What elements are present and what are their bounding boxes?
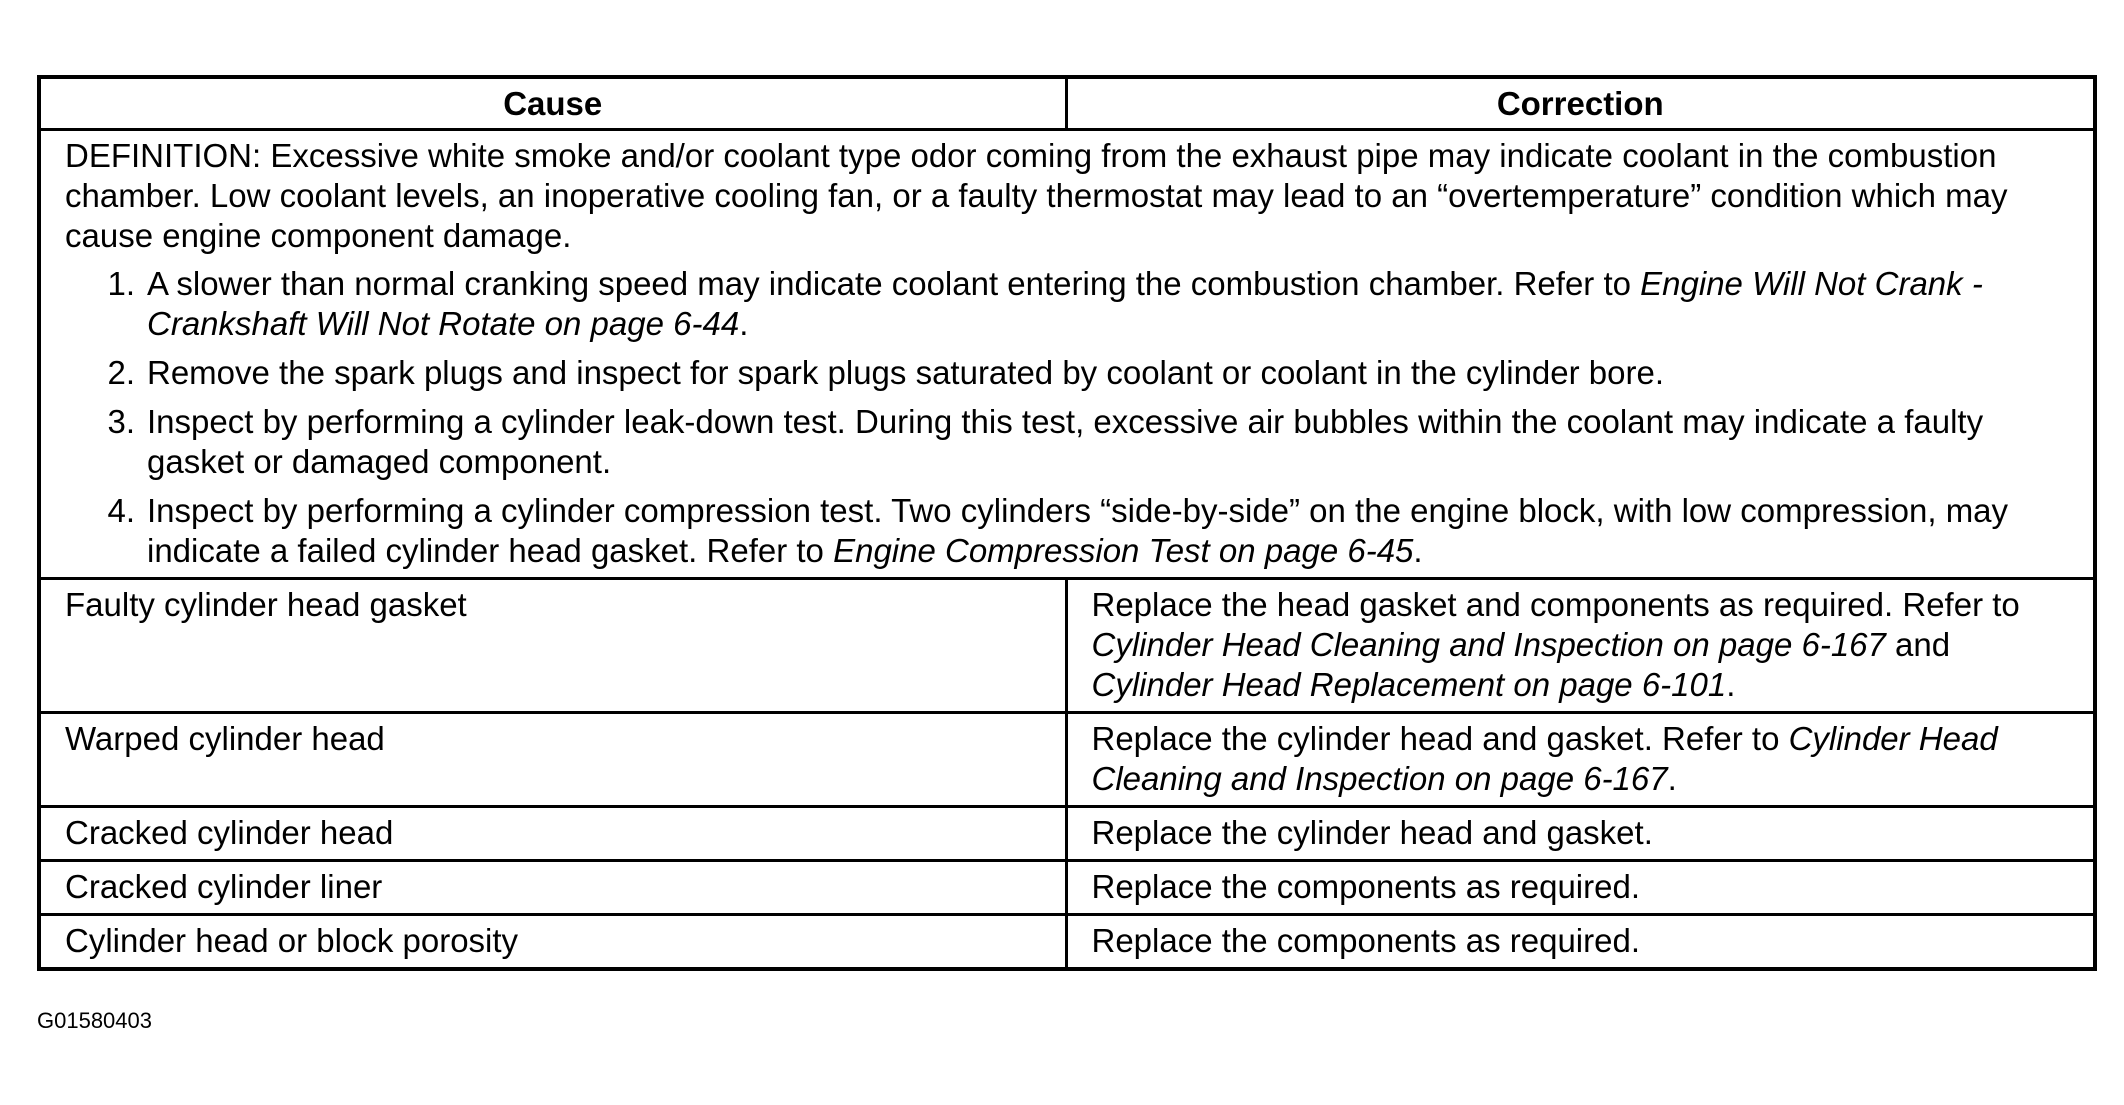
step-text-end: . <box>739 305 749 342</box>
definition-row <box>39 130 2095 579</box>
correction-cell: Replace the components as required. <box>1066 915 2095 970</box>
correction-text-mid: and <box>1885 626 1951 663</box>
table-row <box>39 579 2095 713</box>
step-text-end: . <box>1413 532 1423 569</box>
step-number: 4. <box>107 492 135 529</box>
step-body <box>147 264 2073 344</box>
figure-id: G01580403 <box>37 1008 152 1033</box>
table-row <box>39 915 2095 970</box>
step-number: 3. <box>107 403 135 440</box>
header-cause: Cause <box>39 77 1066 130</box>
table-row <box>39 861 2095 915</box>
step-item <box>65 264 2073 344</box>
definition-text: DEFINITION: Excessive white smoke and/or coolant type odor coming from the exhaust pipe may indicate coolant in the combustion chamber. Low coolant levels, an inoperative cooling fan, or a faulty thermostat may lead to an “overtemperature” condition which may cause engine component damage. <box>65 137 2008 254</box>
correction-text-end: . <box>1726 666 1736 703</box>
table-row <box>39 807 2095 861</box>
cause-cell: Faulty cylinder head gasket <box>39 579 1066 713</box>
table-header-row <box>39 77 2095 130</box>
correction-reference-link[interactable]: Cylinder Head Cleaning and Inspection on page 6-167 <box>1091 720 1998 797</box>
step-text: Inspect by performing a cylinder leak-down test. During this test, excessive air bubbles within the coolant may indicate a faulty gasket or damaged component. <box>147 403 1984 480</box>
step-reference-link[interactable]: Engine Will Not Crank - Crankshaft Will Not Rotate on page 6-44 <box>147 265 1983 342</box>
correction-cell <box>1066 579 2095 713</box>
step-text: Remove the spark plugs and inspect for spark plugs saturated by coolant or coolant in the cylinder bore. <box>147 354 1665 391</box>
step-number: 1. <box>107 265 135 302</box>
header-correction: Correction <box>1066 77 2095 130</box>
correction-text-end: . <box>1667 760 1677 797</box>
cause-cell: Cracked cylinder liner <box>39 861 1066 915</box>
cause-cell: Warped cylinder head <box>39 713 1066 807</box>
step-body <box>147 491 2073 571</box>
cause-cell: Cracked cylinder head <box>39 807 1066 861</box>
step-reference-link[interactable]: Engine Compression Test on page 6-45 <box>833 532 1414 569</box>
step-item <box>65 353 2073 393</box>
step-body <box>147 402 2073 482</box>
step-item <box>65 402 2073 482</box>
correction-cell: Replace the cylinder head and gasket. <box>1066 807 2095 861</box>
table-row <box>39 713 2095 807</box>
correction-cell <box>1066 713 2095 807</box>
steps-list <box>65 264 2073 571</box>
step-text: A slower than normal cranking speed may indicate coolant entering the combustion chamber. Refer to <box>147 265 1641 302</box>
step-number: 2. <box>107 354 135 391</box>
correction-text: Replace the cylinder head and gasket. Refer to <box>1091 720 1789 757</box>
step-item <box>65 491 2073 571</box>
correction-cell: Replace the components as required. <box>1066 861 2095 915</box>
step-body <box>147 353 2073 393</box>
cause-cell: Cylinder head or block porosity <box>39 915 1066 970</box>
step-text: Inspect by performing a cylinder compression test. Two cylinders “side-by-side” on the engine block, with low compression, may indicate a failed cylinder head gasket. Refer to <box>147 492 2009 569</box>
correction-reference-link[interactable]: Cylinder Head Replacement on page 6-101 <box>1091 666 1727 703</box>
diagnosis-table <box>37 75 2097 971</box>
definition-cell <box>39 130 2095 579</box>
correction-reference-link[interactable]: Cylinder Head Cleaning and Inspection on page 6-167 <box>1091 626 1886 663</box>
correction-text: Replace the head gasket and components as required. Refer to <box>1091 586 2020 623</box>
